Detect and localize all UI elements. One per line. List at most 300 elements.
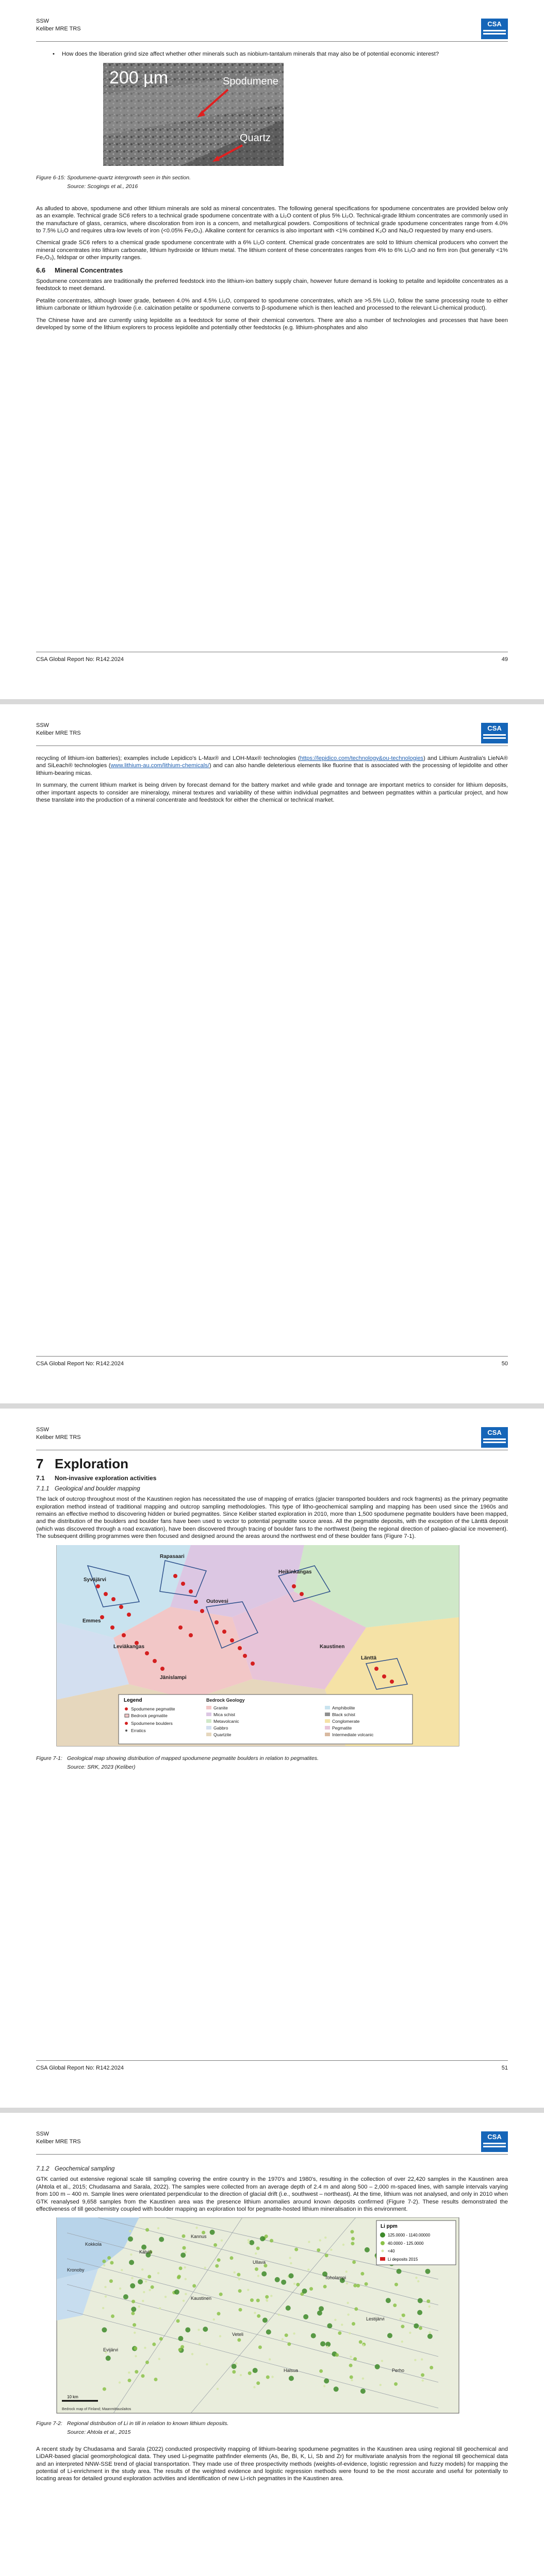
sample-dot bbox=[103, 2264, 105, 2266]
sample-dot bbox=[317, 2248, 320, 2252]
sample-dot bbox=[192, 2284, 196, 2288]
sample-dot bbox=[426, 2300, 430, 2303]
sample-dot bbox=[128, 2236, 133, 2242]
paragraph: In summary, the current lithium market is being driven by forecast demand for the battery market and while grade and tonnage are important metrics to consider for lithium deposits, other important aspects to consider are mineralogy, mineral textures and variability of these within individual pegmatites and between pegmatites within a particular project, and how these translate into the production of a mineral concentrate and feedstock for either the chemical or technical market. bbox=[36, 782, 508, 804]
thin-section-photo bbox=[36, 63, 508, 171]
sample-dot bbox=[421, 2359, 423, 2361]
page-52 bbox=[0, 2113, 544, 2576]
sample-dot bbox=[303, 2314, 308, 2319]
place-label: Lestijärvi bbox=[366, 2316, 385, 2322]
sample-dot bbox=[235, 2363, 237, 2365]
svg-text:Black schist: Black schist bbox=[332, 1711, 355, 1717]
place-label: Perho bbox=[392, 2368, 405, 2374]
place-label: Kokkola bbox=[85, 2242, 102, 2247]
sample-dot bbox=[401, 2341, 403, 2343]
sample-dot bbox=[232, 2370, 236, 2374]
sample-dot bbox=[352, 2322, 355, 2326]
sample-dot bbox=[103, 2387, 106, 2391]
sample-dot bbox=[123, 2295, 128, 2300]
sample-dot bbox=[184, 2266, 186, 2268]
sample-dot bbox=[141, 2268, 143, 2270]
sample-dot bbox=[334, 2319, 336, 2321]
sample-dot bbox=[266, 2330, 271, 2335]
sample-dot bbox=[141, 2375, 145, 2378]
sample-dot bbox=[428, 2306, 431, 2308]
sample-dot bbox=[159, 2237, 164, 2242]
sample-dot bbox=[289, 2376, 294, 2381]
sample-dot bbox=[102, 2328, 107, 2333]
sample-dot bbox=[183, 2300, 185, 2302]
sample-dot bbox=[353, 2284, 357, 2287]
sample-dot bbox=[380, 2384, 382, 2386]
paragraph: Spodumene concentrates are traditionally the preferred feedstock into the lithium-ion battery supply chain, however future demand is looking to petalite and lepidolite concentrates as a feedstock to meet demand. bbox=[36, 278, 508, 292]
page-header bbox=[36, 1426, 508, 1452]
sample-dot bbox=[285, 2334, 288, 2337]
lepidico-link[interactable]: https://lepidico.com/technology&ou-technologies bbox=[300, 755, 424, 761]
sample-dot bbox=[255, 2267, 258, 2271]
sample-dot bbox=[323, 2285, 327, 2289]
sample-dot bbox=[213, 2243, 217, 2247]
place-label: Toholampi bbox=[325, 2275, 347, 2281]
sample-dot bbox=[430, 2366, 433, 2369]
paragraph: The lack of outcrop throughout most of the Kaustinen region has necessitated the use of mapping of erratics (glacier transported boulders and rock fragments) as the primary pegmatite exploration method instead of traditional mapping and outcrop sampling methodologies. This type of litho-geochemical sampling and mapping has been used since the 1960s and remains an effective method to discovering hidden or buried pegmatites. Since Keliber started exploration in 2010, more than 1,500 spodumene pegmatite boulders have been mapped, and the distribution of the boulders and boulder fans have been used to vector to potential pegmatite source areas. All the pegmatite deposits, with the exception of the Länttä deposit (which was discovered through a road excavation), have been discovered through tracing of boulder fans to the northwest (being the regional direction of palaeo-glacial ice movement). The subsequent drilling programmes were then focused and designed around the areas around the northwest end of these boulder fans (Figure 7-1). bbox=[36, 1496, 508, 1540]
legend-title: Legend bbox=[124, 1697, 142, 1703]
sample-dot bbox=[375, 2364, 380, 2369]
sample-dot bbox=[362, 2344, 365, 2346]
scale-label: 200 µm bbox=[109, 68, 169, 88]
sample-dot bbox=[256, 2299, 260, 2302]
sample-dot bbox=[330, 2249, 332, 2251]
sample-dot bbox=[341, 2324, 343, 2326]
sample-dot bbox=[195, 2227, 197, 2229]
paragraph: GTK carried out extensive regional scale till sampling covering the entire country in the 1970's and 1980's, resulting in the collection of over 22,420 samples in the Kaustinen area (Ahtola et al., 2015; Chudasama and Sarala, 2022). The samples were collected from an average depth of 2.4 m and along 500 – 2,000 m-spaced lines, with sample intervals varying from 100 m – 400 m. Sample lines were orientated perpendicular to the direction of glacial drift (i.e., southwest – northeast). At the time, lithium was not analysed, and only in 2010 when GTK reanalysed 9,658 samples from the Kaustinen area was the presence lithium anomalies around known deposits confirmed (Figure 7-2). These results demonstrated the effectiveness of till geochemistry coupled with boulder mapping an exploration tool for pegmatite-hosted lithium mineralisation in this environment. bbox=[36, 2176, 508, 2213]
sample-dot bbox=[134, 2332, 136, 2334]
header-project: Keliber MRE TRS bbox=[36, 26, 81, 32]
sample-dot bbox=[317, 2311, 322, 2316]
sample-dot bbox=[342, 2244, 344, 2246]
sample-dot bbox=[349, 2364, 353, 2367]
subsection-heading: 7.1.1 Geological and boulder mapping bbox=[36, 1485, 140, 1492]
paragraph: The Chinese have and are currently using lepidolite as a feedstock for some of their chemical convertors. There are also a number of technologies and processes that have been developed by some of the lithium explorers to process lepidolite and potentially other feedstocks (e.g. lithium-phosphates and also bbox=[36, 317, 508, 331]
sample-dot bbox=[345, 2271, 348, 2273]
header-company: SSW bbox=[36, 18, 50, 24]
page-body bbox=[36, 2162, 508, 2487]
page-number: 49 bbox=[501, 656, 508, 663]
sample-dot bbox=[232, 2364, 237, 2369]
sample-dot bbox=[149, 2289, 151, 2291]
sample-dot bbox=[253, 2368, 258, 2373]
sample-dot bbox=[278, 2314, 280, 2316]
sample-dot bbox=[261, 2272, 267, 2277]
sample-dot bbox=[334, 2387, 339, 2392]
csa-logo: CSA bbox=[481, 1427, 508, 1448]
sample-dot bbox=[158, 2358, 160, 2360]
sample-dot bbox=[270, 2239, 273, 2243]
sample-dot bbox=[249, 2240, 254, 2245]
sample-dot bbox=[414, 2359, 416, 2361]
sample-dot bbox=[217, 2259, 221, 2262]
sample-dot bbox=[248, 2242, 250, 2244]
sample-dot bbox=[135, 2355, 137, 2358]
sample-dot bbox=[138, 2279, 143, 2284]
sample-dot bbox=[319, 2240, 321, 2242]
page-footer bbox=[36, 2060, 508, 2071]
place-label: Evijärvi bbox=[103, 2347, 119, 2353]
csa-logo: CSA bbox=[481, 723, 508, 743]
sample-dot bbox=[425, 2269, 431, 2274]
svg-text:Amphibolite: Amphibolite bbox=[332, 1705, 355, 1710]
sample-dot bbox=[215, 2264, 219, 2268]
sample-dot bbox=[325, 2254, 328, 2258]
sample-dot bbox=[130, 2253, 132, 2256]
sample-dot bbox=[180, 2345, 184, 2349]
header-project: Keliber MRE TRS bbox=[36, 2139, 81, 2145]
sample-dot bbox=[110, 2261, 113, 2265]
sample-dot bbox=[237, 2338, 241, 2342]
sample-dot bbox=[204, 2267, 206, 2269]
sample-dot bbox=[135, 2370, 138, 2374]
place-label: Kälviä bbox=[139, 2249, 152, 2255]
sample-dot bbox=[257, 2275, 259, 2277]
sample-dot bbox=[176, 2319, 180, 2323]
svg-text:Mica schist: Mica schist bbox=[213, 1711, 236, 1717]
sample-dot bbox=[350, 2376, 353, 2379]
sample-dot bbox=[210, 2230, 215, 2235]
sample-dot bbox=[414, 2324, 419, 2329]
sample-dot bbox=[247, 2289, 249, 2291]
sample-dot bbox=[421, 2374, 424, 2377]
sample-dot bbox=[133, 2324, 136, 2327]
sample-dot bbox=[255, 2252, 257, 2255]
sample-dot bbox=[142, 2278, 144, 2280]
sample-dot bbox=[145, 2228, 149, 2232]
paragraph: A recent study by Chudasama and Sarala (2022) conducted prospectivity mapping of lithium-bearing spodumene pegmatites in the Kaustinen area using regional till geochemical and LiDAR-based glacial geomorphological data. They used Li-pegmatite pathfinder elements (As, Be, Bi, K, Li, Sb and Zr) for multivariate analysis from the regional till geochemical data and an interpreted NNW-SSE trend of glacial transportation. They made use of three prospectivity methods (weights-of-evidence, logistic regression and fuzzy models) for mapping the potential of Li-enrichment in the study area. The results of the weighted evidence and logistic regression methods were found to be the most accurate and useful for potentially to locating areas for detailed ground exploration activities and identification of new Li-rich pegmatites in the Kaustinen area. bbox=[36, 2446, 508, 2482]
sample-dot bbox=[157, 2227, 159, 2229]
place-label: Kronoby bbox=[67, 2267, 85, 2273]
sample-dot bbox=[119, 2287, 121, 2290]
sample-dot bbox=[320, 2342, 325, 2347]
sample-dot bbox=[270, 2295, 272, 2297]
sample-dot bbox=[144, 2347, 146, 2349]
page-header bbox=[36, 2130, 508, 2156]
svg-text:Pegmatite: Pegmatite bbox=[332, 1725, 352, 1731]
header-company: SSW bbox=[36, 722, 50, 728]
sample-dot bbox=[221, 2240, 223, 2242]
place-label: Syväjärvi bbox=[84, 1577, 106, 1583]
sample-dot bbox=[353, 2358, 357, 2361]
sample-dot bbox=[142, 2300, 144, 2302]
sample-dot bbox=[386, 2298, 391, 2303]
subsection-heading: 7.1.2 Geochemical sampling bbox=[36, 2166, 115, 2172]
sample-dot bbox=[281, 2280, 286, 2285]
sample-dot bbox=[145, 2280, 147, 2282]
page-body bbox=[36, 1458, 508, 1771]
sample-dot bbox=[308, 2241, 310, 2243]
sample-dot bbox=[266, 2300, 268, 2302]
svg-text:Bedrock Geology: Bedrock Geology bbox=[206, 1697, 245, 1703]
sample-dot bbox=[219, 2335, 221, 2337]
sample-dot bbox=[302, 2289, 307, 2294]
svg-text:Conglomerate: Conglomerate bbox=[332, 1718, 360, 1724]
sample-dot bbox=[237, 2273, 240, 2277]
spodumene-label: Spodumene bbox=[223, 76, 278, 88]
sample-dot bbox=[351, 2237, 355, 2241]
sample-dot bbox=[417, 2310, 422, 2315]
sample-dot bbox=[177, 2276, 180, 2279]
sample-dot bbox=[418, 2298, 423, 2303]
sample-dot bbox=[428, 2332, 431, 2334]
sample-dot bbox=[400, 2318, 402, 2320]
csa-logo: CSA bbox=[481, 2131, 508, 2152]
sample-dot bbox=[352, 2261, 356, 2264]
sample-dot bbox=[402, 2314, 405, 2317]
sample-dot bbox=[324, 2379, 329, 2384]
sample-dot bbox=[260, 2236, 265, 2242]
place-label: Leviäkangas bbox=[113, 1643, 145, 1650]
sample-dot bbox=[409, 2332, 411, 2334]
sample-dot bbox=[354, 2308, 358, 2311]
sample-dot bbox=[138, 2306, 140, 2308]
sample-dot bbox=[327, 2324, 332, 2329]
svg-text:Quartzite: Quartzite bbox=[213, 1732, 232, 1737]
sample-dot bbox=[351, 2379, 353, 2381]
sample-dot bbox=[102, 2307, 104, 2309]
sample-dot bbox=[415, 2277, 417, 2279]
sample-dot bbox=[394, 2283, 398, 2286]
svg-text:Spodumene pegmatite: Spodumene pegmatite bbox=[131, 1706, 175, 1711]
figure-source: Source: Ahtola et al., 2015 bbox=[67, 2429, 131, 2436]
sample-dot bbox=[180, 2253, 186, 2258]
sample-dot bbox=[151, 2285, 154, 2289]
sample-dot bbox=[293, 2333, 295, 2335]
page-51 bbox=[0, 1409, 544, 2108]
sample-dot bbox=[129, 2230, 131, 2232]
place-label: Ullava bbox=[253, 2260, 266, 2265]
figure-caption: Figure 7-2: Regional distribution of Li in till in relation to known lithium deposits. bbox=[36, 2420, 229, 2427]
place-label: Veteli bbox=[232, 2332, 244, 2337]
sample-dot bbox=[326, 2346, 328, 2348]
sample-dot bbox=[154, 2378, 158, 2381]
sample-dot bbox=[185, 2251, 187, 2253]
sample-dot bbox=[362, 2378, 364, 2380]
sample-dot bbox=[258, 2346, 262, 2349]
sample-dot bbox=[311, 2333, 316, 2338]
sample-dot bbox=[199, 2343, 201, 2345]
svg-text:40.0000 - 125.0000: 40.0000 - 125.0000 bbox=[388, 2241, 424, 2246]
svg-text:125.0000 - 1140.00000: 125.0000 - 1140.00000 bbox=[388, 2233, 431, 2238]
sample-dot bbox=[230, 2257, 234, 2260]
sample-dot bbox=[289, 2257, 291, 2259]
sample-dot bbox=[240, 2374, 242, 2376]
sample-dot bbox=[401, 2325, 404, 2329]
sample-dot bbox=[104, 2286, 106, 2288]
sample-dot bbox=[290, 2262, 292, 2264]
sample-dot bbox=[131, 2307, 136, 2312]
sample-dot bbox=[350, 2230, 354, 2234]
place-label: Rapasaari bbox=[160, 1553, 185, 1560]
map-credit: Bedrock map of Finland; Maanmittauslaitos bbox=[62, 2408, 131, 2412]
csa-logo: CSA bbox=[481, 19, 508, 39]
sample-dot bbox=[143, 2291, 145, 2293]
sample-dot bbox=[128, 2379, 131, 2382]
sample-dot bbox=[217, 2312, 221, 2316]
sample-dot bbox=[307, 2269, 309, 2271]
sample-dot bbox=[131, 2277, 133, 2279]
sample-dot bbox=[365, 2247, 370, 2252]
sample-dot bbox=[422, 2380, 424, 2382]
figure-caption: Figure 7-1: Geological map showing distribution of mapped spodumene pegmatite boulders in relation to pegmatites. bbox=[36, 1755, 319, 1761]
sample-dot bbox=[427, 2334, 433, 2339]
figure-caption: Figure 6-15: Spodumene-quartz intergrowth seen in thin section. bbox=[36, 175, 191, 181]
header-company: SSW bbox=[36, 1427, 50, 1433]
sample-dot bbox=[102, 2260, 106, 2263]
sample-dot bbox=[219, 2293, 223, 2296]
sample-dot bbox=[346, 2282, 348, 2284]
sample-dot bbox=[397, 2269, 402, 2274]
sample-dot bbox=[419, 2327, 422, 2330]
sample-dot bbox=[319, 2369, 323, 2373]
place-label: Kaustinen bbox=[320, 1643, 345, 1650]
svg-text:Bedrock pegmatite: Bedrock pegmatite bbox=[131, 1713, 168, 1718]
place-label: Länttä bbox=[361, 1655, 376, 1661]
sample-dot bbox=[360, 2272, 364, 2276]
sample-dot bbox=[131, 2312, 135, 2315]
sample-dot bbox=[289, 2274, 294, 2279]
lithium-au-link[interactable]: www.lithium-au.com/lithium-chemicals/ bbox=[110, 762, 209, 769]
sample-dot bbox=[152, 2343, 156, 2346]
sample-dot bbox=[275, 2277, 280, 2282]
sample-dot bbox=[347, 2302, 349, 2304]
svg-text:Spodumene boulders: Spodumene boulders bbox=[131, 1720, 173, 1726]
sample-dot bbox=[287, 2343, 291, 2346]
sample-dot bbox=[323, 2385, 325, 2387]
sample-dot bbox=[360, 2389, 366, 2394]
sample-dot bbox=[324, 2236, 326, 2239]
sample-dot bbox=[119, 2382, 121, 2384]
sample-dot bbox=[365, 2282, 368, 2286]
place-label: Jänislampi bbox=[160, 1674, 187, 1681]
svg-text:<40: <40 bbox=[388, 2249, 395, 2254]
paragraph: Petalite concentrates, although lower grade, between 4.0% and 4.5% Li₂O, compared to spodumene concentrates, which are >5.5% Li₂O, follow the same processing route to either lithium carbonate or lithium hydroxide (i.e. calcination petalite or spodumene converts to β-spodumene which is then leached and processed to the relevant Li-chemical product). bbox=[36, 297, 508, 312]
place-label: Kannus bbox=[191, 2234, 207, 2240]
sample-dot bbox=[254, 2312, 256, 2314]
sample-dot bbox=[106, 2356, 111, 2361]
sample-dot bbox=[294, 2248, 298, 2251]
sample-dot bbox=[309, 2287, 313, 2291]
svg-text:Erratics: Erratics bbox=[131, 1727, 146, 1733]
sample-dot bbox=[185, 2328, 190, 2333]
sample-dot bbox=[381, 2360, 383, 2362]
sample-dot bbox=[178, 2336, 183, 2341]
footer-report: CSA Global Report No: R142.2024 bbox=[36, 2065, 124, 2071]
sample-dot bbox=[338, 2331, 341, 2335]
paragraph: recycling of lithium-ion batteries); examples include Lepidico's L-Max® and LOH-Max® technologies (https://lepidico.com/technology&ou-technologies) and Lithium Australia's LieNA® and SiLeach® technologies (www.lithium-au.com/lithium-chemicals/) and can also handle deleterious elements like fluorine that is associated with the processing of lepidolite and other lithium-bearing micas. bbox=[36, 755, 508, 776]
sample-dot bbox=[417, 2280, 419, 2282]
sample-dot bbox=[394, 2382, 398, 2386]
header-project: Keliber MRE TRS bbox=[36, 1434, 81, 1440]
sample-dot bbox=[107, 2256, 111, 2260]
sample-dot bbox=[131, 2300, 135, 2303]
sample-dot bbox=[206, 2363, 208, 2365]
sample-dot bbox=[159, 2308, 161, 2310]
sample-dot bbox=[282, 2338, 284, 2341]
sample-dot bbox=[128, 2371, 130, 2374]
paragraph: As alluded to above, spodumene and other lithium minerals are sold as mineral concentrates. The following general specifications for spodumene concentrates are provided below only as an example. Technical grade SC6 refers to a technical grade spodumene concentrate with a Li₂O content of plus 5% Li₂O. Technical-grade lithium concentrates are commonly used in the manufacture of glass, ceramics, where discoloration from iron is a concern, and metallurgical powders. Compositions of technical grade spodumene concentrates range from 4.0% to 7.5% Li₂O and requires ultra-low levels of iron (<0.05% Fe₂O₃). Alkaline content for ceramics is also important with <1% combined K₂O and Na₂O requested by many end-users. bbox=[36, 205, 508, 234]
sample-dot bbox=[256, 2382, 260, 2385]
place-label: Emmes bbox=[83, 1618, 101, 1624]
sample-dot bbox=[174, 2290, 179, 2295]
sample-dot bbox=[182, 2234, 186, 2238]
chapter-heading: 7 Exploration bbox=[36, 1456, 129, 1471]
sample-dot bbox=[349, 2332, 351, 2334]
place-label: Kaustinen bbox=[191, 2296, 212, 2301]
sample-dot bbox=[293, 2283, 295, 2285]
legend-title: Li ppm bbox=[381, 2224, 398, 2230]
sample-dot bbox=[350, 2356, 352, 2358]
page-footer bbox=[36, 652, 508, 663]
place-label: Heikinkangas bbox=[278, 1569, 312, 1575]
sample-dot bbox=[191, 2353, 193, 2355]
sample-dot bbox=[121, 2269, 123, 2271]
sample-dot bbox=[266, 2376, 270, 2379]
svg-text:Granite: Granite bbox=[213, 1705, 228, 1710]
sample-dot bbox=[203, 2327, 208, 2332]
bullet-item: • How does the liberation grind size affect whether other minerals such as niobium-tantalum minerals that may also be of potential economic interest? bbox=[36, 50, 508, 58]
sample-dot bbox=[351, 2242, 354, 2246]
sample-dot bbox=[387, 2333, 392, 2338]
sample-dot bbox=[157, 2272, 159, 2274]
page-body bbox=[36, 755, 508, 808]
sample-dot bbox=[179, 2267, 183, 2270]
paragraph: Chemical grade SC6 refers to a chemical grade spodumene concentrate with a 6% Li₂O content. Chemical grade concentrates are sold to lithium chemical producers who convert the mineral concentrates into lithium carbonate, lithium hydroxide or lithium metal. The lithium content of these concentrates ranges from 4% to 6% Li₂O and no firm iron (but generally <1% Fe₂O₃), feldspar or other impurity ranges. bbox=[36, 240, 508, 261]
sample-dot bbox=[197, 2329, 200, 2331]
sample-dot bbox=[239, 2308, 242, 2312]
section-heading: 6.6 Mineral Concentrates bbox=[36, 266, 123, 274]
sample-dot bbox=[238, 2278, 240, 2280]
sample-dot bbox=[134, 2347, 137, 2350]
sample-dot bbox=[262, 2318, 268, 2323]
section-heading: 7.1 Non-invasive exploration activities bbox=[36, 1475, 157, 1482]
sample-dot bbox=[393, 2304, 397, 2308]
geological-map bbox=[36, 1545, 508, 1749]
svg-text:Intermediate volcanic: Intermediate volcanic bbox=[332, 1732, 374, 1737]
place-label: Outovesi bbox=[206, 1598, 228, 1604]
scale-label: 10 km bbox=[67, 2395, 78, 2400]
sample-dot bbox=[265, 2295, 269, 2299]
sample-dot bbox=[213, 2318, 215, 2320]
page-50 bbox=[0, 704, 544, 1403]
header-company: SSW bbox=[36, 2131, 50, 2137]
page-number: 51 bbox=[501, 2065, 508, 2071]
sample-dot bbox=[105, 2296, 107, 2298]
sample-dot bbox=[296, 2283, 300, 2286]
figure-source: Source: Scogings et al., 2016 bbox=[67, 183, 138, 190]
sample-dot bbox=[217, 2388, 219, 2390]
quartz-label: Quartz bbox=[240, 132, 271, 144]
sample-dot bbox=[250, 2299, 254, 2302]
place-label: Halsua bbox=[284, 2368, 299, 2374]
sample-dot bbox=[256, 2247, 260, 2250]
sample-dot bbox=[185, 2293, 187, 2295]
svg-text:Li deposits 2015: Li deposits 2015 bbox=[388, 2257, 418, 2262]
page-footer bbox=[36, 1356, 508, 1367]
page-header bbox=[36, 722, 508, 748]
sample-dot bbox=[159, 2337, 163, 2341]
sample-dot bbox=[359, 2341, 362, 2344]
sample-dot bbox=[286, 2306, 291, 2311]
sample-dot bbox=[111, 2315, 114, 2318]
sample-dot bbox=[109, 2280, 113, 2283]
